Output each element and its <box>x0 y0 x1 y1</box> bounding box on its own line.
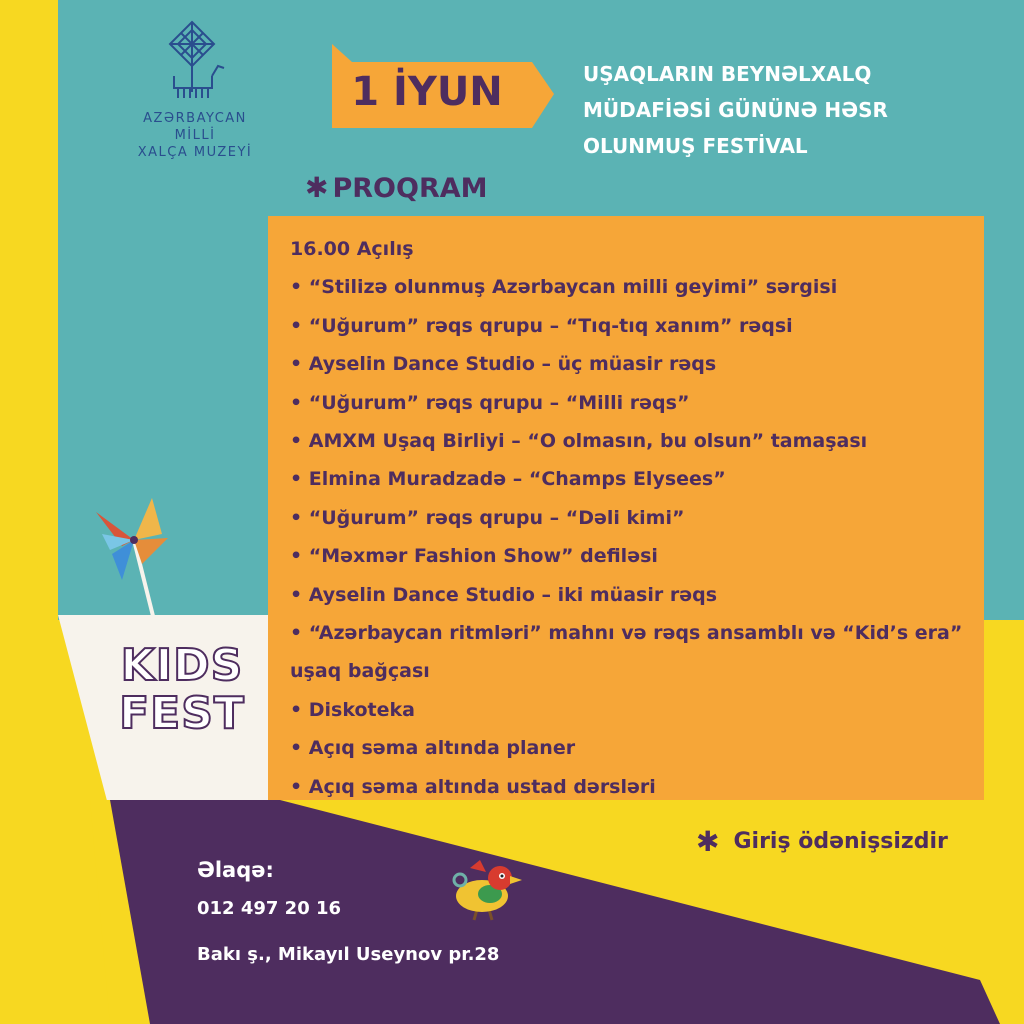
program-list <box>290 230 980 806</box>
program-item: • Açıq səma altında ustad dərsləri <box>290 775 656 798</box>
contact-label: Əlaqə: <box>197 858 274 882</box>
asterisk-icon: ✱ <box>696 825 720 858</box>
program-item: • Diskoteka <box>290 698 415 721</box>
contact-phone[interactable]: 012 497 20 16 <box>197 898 342 919</box>
program-item: • Ayselin Dance Studio – üç müasir rəqs <box>290 353 717 376</box>
program-item: • “Məxmər Fashion Show” defiləsi <box>290 545 658 568</box>
museum-name-line1: AZƏRBAYCAN MİLLİ <box>143 111 247 143</box>
festival-headline <box>583 56 1003 164</box>
headline-line2: MÜDAFİƏSİ GÜNÜNƏ HƏSR <box>583 98 888 122</box>
pinwheel-icon <box>92 494 182 624</box>
program-item: • Elmina Muradzadə – “Champs Elysees” <box>290 468 726 491</box>
program-title <box>305 168 488 209</box>
program-item: • Açıq səma altında planer <box>290 737 576 760</box>
program-opening: 16.00 Açılış <box>290 238 414 260</box>
kids-fest-line2: FEST <box>119 688 245 739</box>
program-item: • “Stilizə olunmuş Azərbaycan milli geyimi” sərgisi <box>290 276 838 299</box>
program-box <box>268 216 984 800</box>
free-entry-text: Giriş ödənişsizdir <box>733 829 948 854</box>
date-badge: 1 İYUN <box>351 69 503 115</box>
carpet-tree-icon <box>160 18 240 104</box>
contact-address: Bakı ş., Mikayıl Useynov pr.28 <box>197 944 500 965</box>
asterisk-icon: ✱ <box>305 171 329 204</box>
program-item: • Ayselin Dance Studio – iki müasir rəqs <box>290 583 717 606</box>
program-item: • “Uğurum” rəqs qrupu – “Tıq-tıq xanım” rəqsi <box>290 314 793 337</box>
museum-name-line2: XALÇA MUZEYİ <box>137 145 253 160</box>
kids-fest-line1: KIDS <box>120 640 244 691</box>
program-item: • “Uğurum” rəqs qrupu – “Dəli kimi” <box>290 506 685 529</box>
program-item: • “Uğurum” rəqs qrupu – “Milli rəqs” <box>290 391 690 414</box>
program-item: • “Azərbaycan ritmləri” mahnı və rəqs ansamblı və “Kid’s era” uşaq bağçası <box>290 622 963 683</box>
free-entry-note <box>696 822 948 862</box>
museum-name <box>130 110 260 161</box>
program-item: • AMXM Uşaq Birliyi – “O olmasın, bu olsun” tamaşası <box>290 430 868 453</box>
wind-up-bird-icon <box>446 858 522 928</box>
program-title-text: PROQRAM <box>332 173 488 204</box>
kids-fest-title <box>112 642 252 738</box>
headline-line3: OLUNMUŞ FESTİVAL <box>583 134 808 158</box>
headline-line1: UŞAQLARIN BEYNƏLXALQ <box>583 62 872 86</box>
